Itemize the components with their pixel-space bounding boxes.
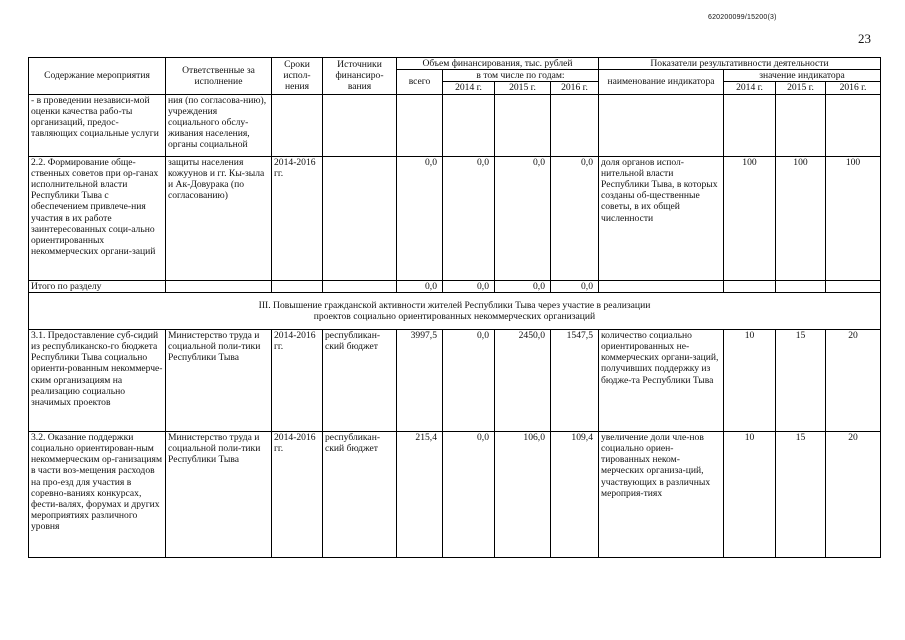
- header-ind-year-2015: 2015 г.: [776, 82, 826, 94]
- cell-ind-2015: 100: [776, 156, 826, 280]
- cell-indicator: количество социально ориентированных не-коммерческих органи-заций, получивших поддержку из бюдже-та Республики Тыва: [599, 329, 724, 431]
- cell-terms: 2014-2016 гг.: [272, 431, 323, 557]
- header-total: всего: [397, 70, 443, 94]
- cell-2014: 0,0: [443, 280, 495, 292]
- cell-indicator: доля органов испол-нительной власти Республики Тыва, в которых созданы об-щественные советы, в их общей численности: [599, 156, 724, 280]
- cell-2016: 109,4: [551, 431, 599, 557]
- cell-content: 2.2. Формирование обще-ственных советов при ор-ганах исполнительной власти Республики Тыва с обеспечением привлече-ния участия в их работе заинтересованных соци-ально ориентированных некоммерческих органи-заций: [29, 156, 166, 280]
- cell-2015: 2450,0: [495, 329, 551, 431]
- cell-ind-2016: 20: [826, 329, 881, 431]
- header-indicators: Показатели результативности деятельности: [599, 58, 881, 70]
- table-row: [29, 156, 881, 280]
- header-year-2015: 2015 г.: [495, 82, 551, 94]
- cell-terms: 2014-2016 гг.: [272, 156, 323, 280]
- cell-2016: 1547,5: [551, 329, 599, 431]
- cell-total: 0,0: [397, 280, 443, 292]
- cell-ind-2015: 15: [776, 329, 826, 431]
- cell-terms: 2014-2016 гг.: [272, 329, 323, 431]
- cell-2016: 0,0: [551, 156, 599, 280]
- cell-ind-2014: 10: [724, 431, 776, 557]
- header-ind-year-2014: 2014 г.: [724, 82, 776, 94]
- section-heading: III. Повышение гражданской активности жителей Республики Тыва через участие в реализации проектов социально ориентированных некоммерческих организаций: [258, 299, 651, 322]
- header-sources: Источники финансиро-вания: [323, 58, 397, 95]
- cell-ind-2014: 100: [724, 156, 776, 280]
- subtotal-row: [29, 280, 881, 292]
- cell-ind-2016: 20: [826, 431, 881, 557]
- header-content: Содержание мероприятия: [29, 58, 166, 95]
- header-year-2014: 2014 г.: [443, 82, 495, 94]
- cell-2014: 0,0: [443, 156, 495, 280]
- header-indicator-value: значение индикатора: [724, 70, 881, 82]
- table-row: [29, 329, 881, 431]
- header-ind-year-2016: 2016 г.: [826, 82, 881, 94]
- header-funding: Объем финансирования, тыс. рублей: [397, 58, 599, 70]
- cell-indicator: увеличение доли чле-нов социально ориен-тированных неком-мерческих организа-ций, участвующих в различных мероприя-тиях: [599, 431, 724, 557]
- cell-2014: 0,0: [443, 431, 495, 557]
- header-year-2016: 2016 г.: [551, 82, 599, 94]
- table-row: [29, 94, 881, 156]
- cell-responsible: Министерство труда и социальной поли-тики Республики Тыва: [166, 431, 272, 557]
- program-table: [28, 57, 881, 558]
- cell-content: - в проведении независи-мой оценки качества рабо-ты организаций, предос-тавляющих социальные услуги: [29, 94, 166, 156]
- cell-responsible: защиты населения кожуунов и гг. Кы-зыла и Ак-Довурака (по согласованию): [166, 156, 272, 280]
- cell-ind-2016: 100: [826, 156, 881, 280]
- page-number: 23: [858, 31, 871, 46]
- header-row-1: [29, 58, 881, 70]
- cell-responsible: Министерство труда и социальной поли-тики Республики Тыва: [166, 329, 272, 431]
- table-row: [29, 431, 881, 557]
- cell-source: республикан-ский бюджет: [323, 329, 397, 431]
- cell-content: 3.2. Оказание поддержки социально ориентирован-ным некоммерческим ор-ганизациям в части воз-мещения расходов на про-езд для участия в соревно-ваниях конкурсах, фести-валях, форумах и других мероприятиях различного уровня: [29, 431, 166, 557]
- cell-content: Итого по разделу: [29, 280, 166, 292]
- cell-source: [323, 156, 397, 280]
- cell-source: республикан-ский бюджет: [323, 431, 397, 557]
- cell-2015: 0,0: [495, 280, 551, 292]
- cell-content: 3.1. Предоставление суб-сидий из республиканско-го бюджета Республики Тыва социально ориенти-рованным некоммерче-ским организациям на реализацию социально значимых проектов: [29, 329, 166, 431]
- header-terms: Сроки испол-нения: [272, 58, 323, 95]
- cell-total: 0,0: [397, 156, 443, 280]
- document-id: 620200099/15200(3): [708, 14, 777, 21]
- header-indicator-name: наименование индикатора: [599, 70, 724, 94]
- header-by-years: в том числе по годам:: [443, 70, 599, 82]
- cell-2014: 0,0: [443, 329, 495, 431]
- cell-total: 3997,5: [397, 329, 443, 431]
- cell-responsible: ния (по согласова-нию), учреждения социального обслу-живания населения, органы социальной: [166, 94, 272, 156]
- cell-2015: 106,0: [495, 431, 551, 557]
- cell-total: 215,4: [397, 431, 443, 557]
- section-heading-row: [29, 292, 881, 329]
- cell-2016: 0,0: [551, 280, 599, 292]
- header-responsible: Ответственные за исполнение: [166, 58, 272, 95]
- cell-2015: 0,0: [495, 156, 551, 280]
- cell-ind-2014: 10: [724, 329, 776, 431]
- cell-ind-2015: 15: [776, 431, 826, 557]
